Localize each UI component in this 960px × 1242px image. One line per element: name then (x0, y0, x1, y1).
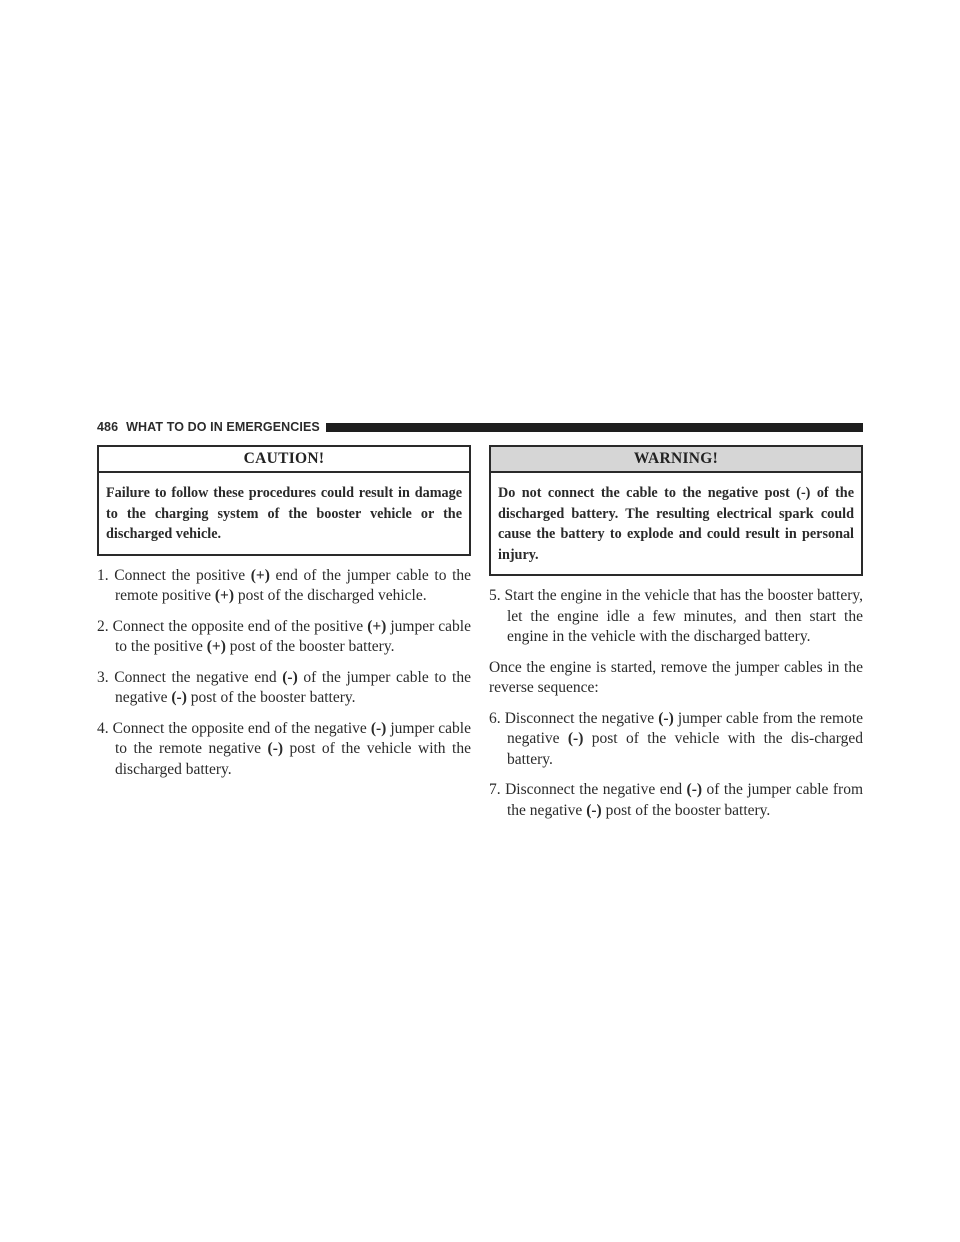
page-header (97, 419, 863, 435)
step-6: 6. Disconnect the negative (-) jumper cable from the remote negative (-) post of the vehicle with the dis-charged battery. (489, 709, 864, 768)
step-1: 1. Connect the positive (+) end of the jumper cable to the remote positive (+) post of the discharged vehicle. (97, 566, 472, 604)
step-4: 4. Connect the opposite end of the negative (-) jumper cable to the remote negative (-) post of the vehicle with the discharged battery. (97, 719, 471, 778)
left-column (97, 445, 471, 790)
caution-box (97, 445, 471, 556)
page-number: 486 (97, 420, 119, 434)
header-rule (326, 423, 863, 432)
caution-title: CAUTION! (99, 447, 469, 473)
step-5: 5. Start the engine in the vehicle that has the booster battery, let the engine idle a few minutes, and then start the engine in the vehicle with the discharged battery. (489, 587, 863, 645)
warning-text: Do not connect the cable to the negative post (-) of the discharged battery. The resulting electrical spark could cause the battery to explode and could result in personal injury. (498, 485, 854, 563)
warning-title: WARNING! (491, 447, 861, 473)
step-7: 7. Disconnect the negative end (-) of the jumper cable from the negative (-) post of the booster battery. (489, 781, 863, 819)
caution-text: Failure to follow these procedures could result in damage to the charging system of the booster vehicle or the discharged vehicle. (106, 485, 462, 542)
warning-box (489, 445, 863, 576)
section-title: WHAT TO DO IN EMERGENCIES (126, 420, 320, 434)
step-3: 3. Connect the negative end (-) of the jumper cable to the negative (-) post of the booster battery. (97, 668, 471, 706)
step-2: 2. Connect the opposite end of the positive (+) jumper cable to the positive (+) post of the booster battery. (97, 617, 471, 655)
reverse-sequence-text: Once the engine is started, remove the jumper cables in the reverse sequence: (489, 658, 863, 696)
right-column (489, 445, 863, 831)
